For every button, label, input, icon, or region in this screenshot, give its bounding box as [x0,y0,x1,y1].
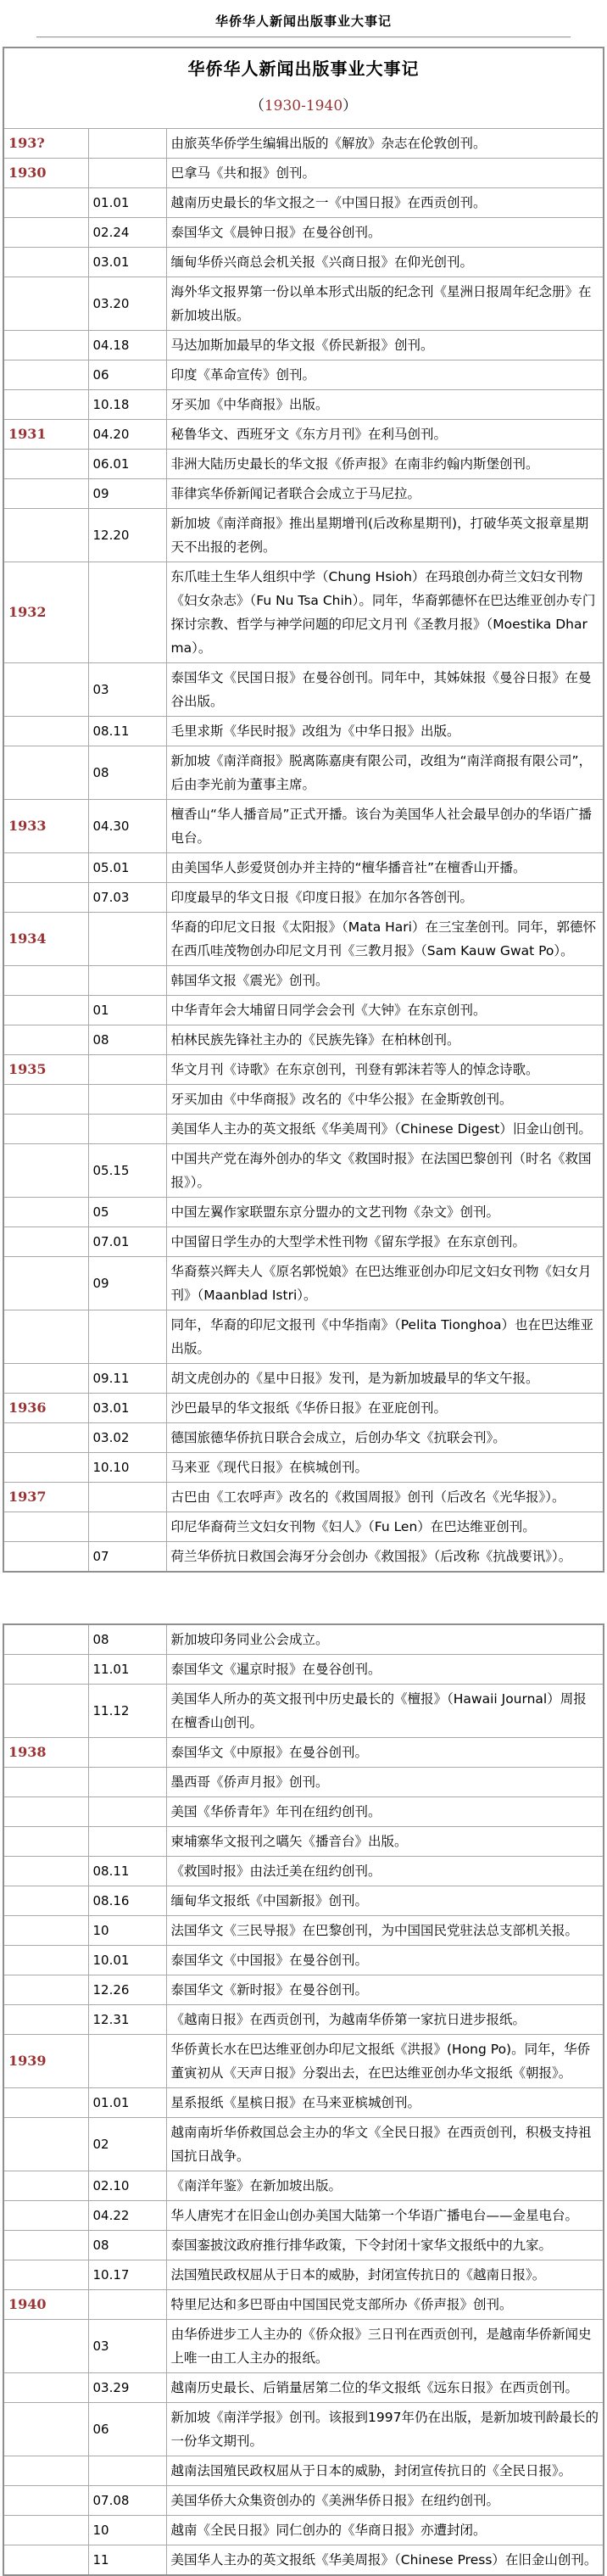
table-row [3,450,604,479]
year-cell: 1932 [3,562,88,663]
table-row [3,1257,604,1310]
date-cell: 07.03 [88,883,166,913]
year-cell [3,853,88,883]
date-cell: 03.02 [88,1423,166,1453]
date-cell [88,2035,166,2088]
table-row [3,2171,604,2201]
subtitle-paren-open: （ [249,98,265,115]
year-cell [3,2373,88,2403]
page-title: 华侨华人新闻出版事业大事记 [214,14,392,29]
year-cell [3,1542,88,1573]
date-cell: 03 [88,2320,166,2373]
event-text-cell: 印度《革命宣传》创刊。 [166,360,604,390]
year-cell [3,1512,88,1542]
date-cell [88,1483,166,1512]
year-cell [3,1946,88,1975]
event-text-cell: 越南法国殖民政权屈从于日本的威胁，封闭宣传抗日的《全民日报》。 [166,2456,604,2486]
date-cell: 12.26 [88,1975,166,2005]
events-table-1938-1940 [3,1623,604,2576]
table-row [3,1085,604,1115]
table-row [3,1512,604,1542]
table-row [3,390,604,420]
date-cell: 04.20 [88,420,166,450]
year-cell [3,2118,88,2171]
table-row [3,1115,604,1144]
event-text-cell: 泰国华文《晨钟日报》在曼谷创刊。 [166,218,604,248]
event-text-cell: 新加坡《南洋商报》推出星期增刊(后改称星期刊)，打破华英文报章星期天不出报的老例。 [166,509,604,562]
event-text-cell: 柬埔寨华文报刊之嚆矢《播音台》出版。 [166,1827,604,1857]
table-row [3,717,604,746]
table-row [3,2005,604,2035]
date-cell: 10 [88,1916,166,1946]
table-row [3,1483,604,1512]
date-cell: 03 [88,663,166,717]
date-cell: 08.11 [88,1857,166,1886]
table-row [3,1394,604,1423]
date-cell: 07.08 [88,2486,166,2516]
table-row [3,159,604,188]
event-text-cell: 柏林民族先锋社主办的《民族先锋》在柏林创刊。 [166,1025,604,1055]
year-cell [3,248,88,277]
table-row [3,2201,604,2231]
year-cell [3,1453,88,1483]
event-text-cell: 东爪哇土生华人组织中学（Chung Hsioh）在玛琅创办荷兰文妇女刊物《妇女杂志》（Fu Nu Tsa Chih）。同年，华裔郭德怀在巴达维亚创办专门探讨宗教、哲学与神学问题的印尼文月刊《圣教月报》（Moestika Dharma）。 [166,562,604,663]
table-subtitle [8,94,599,118]
event-text-cell: 星系报纸《星槟日报》在马来亚槟城创刊。 [166,2088,604,2118]
event-text-cell: 新加坡《南洋学报》创刊。该报到1997年仍在出版，是新加坡刊龄最长的一份华文期刊。 [166,2403,604,2456]
event-text-cell: 越南历史最长的华文报之一《中国日报》在西贡创刊。 [166,188,604,218]
date-cell: 11.12 [88,1685,166,1738]
event-text-cell: 泰国銮披汶政府推行排华政策，下令封闭十家华文报纸中的九家。 [166,2231,604,2260]
event-text-cell: 檀香山“华人播音局”正式开播。该台为美国华人社会最早创办的华语广播电台。 [166,800,604,853]
date-cell: 11 [88,2545,166,2576]
table-header-cell [3,47,604,129]
table-row [3,562,604,663]
year-cell [3,1624,88,1655]
year-cell [3,2403,88,2456]
event-text-cell: 华人唐宪才在旧金山创办美国大陆第一个华语广播电台——金星电台。 [166,2201,604,2231]
year-cell [3,2545,88,2576]
date-cell [88,2290,166,2320]
date-cell [88,1512,166,1542]
year-cell [3,1916,88,1946]
year-cell [3,1975,88,2005]
date-cell: 05.15 [88,1144,166,1198]
events-table-1930s [3,47,604,1573]
date-cell: 09 [88,1257,166,1310]
table-row [3,1624,604,1655]
year-cell [3,277,88,331]
event-text-cell: 中国左翼作家联盟东京分盟办的文艺刊物《杂文》创刊。 [166,1198,604,1227]
table-row [3,188,604,218]
date-cell: 01.01 [88,2088,166,2118]
event-text-cell: 华侨黄长水在巴达维亚创办印尼文报纸《洪报》(Hong Po)。同年，华侨董寅初从《天声日报》分裂出去，在巴达维亚创办华文报纸《朝报》。 [166,2035,604,2088]
date-cell: 07.01 [88,1227,166,1257]
event-text-cell: 美国华人主办的英文报纸《华美周报》（Chinese Press）在旧金山创刊。 [166,2545,604,2576]
event-text-cell: 《南洋年鉴》在新加坡出版。 [166,2171,604,2201]
divider-rule [36,36,571,38]
event-text-cell: 由美国华人彭爱贤创办并主持的“檀华播音社”在檀香山开播。 [166,853,604,883]
event-text-cell: 华裔的印尼文日报《太阳报》（Mata Hari）在三宝垄创刊。同年，郭德怀在西爪哇茂物创办印尼文月刊《三教月报》（Sam Kauw Gwat Po）。 [166,913,604,966]
table-row [3,1975,604,2005]
table-row [3,1827,604,1857]
year-cell: 1931 [3,420,88,450]
year-cell: 1935 [3,1055,88,1085]
date-cell: 08.11 [88,717,166,746]
table-row [3,1797,604,1827]
event-text-cell: 海外华文报界第一份以单本形式出版的纪念刊《星洲日报周年纪念册》在新加坡出版。 [166,277,604,331]
table-row [3,1453,604,1483]
date-cell [88,129,166,159]
table-row [3,996,604,1025]
event-text-cell: 《救国时报》由法迁美在纽约创刊。 [166,1857,604,1886]
table-row [3,1198,604,1227]
events-table-body [3,1624,604,2575]
year-cell [3,883,88,913]
date-cell [88,1827,166,1857]
event-text-cell: 越南南圻华侨救国总会主办的华文《全民日报》在西贡创刊，积极支持祖国抗日战争。 [166,2118,604,2171]
date-cell [88,1797,166,1827]
events-table-body [3,129,604,1573]
year-cell [3,2088,88,2118]
table-row [3,2260,604,2290]
year-cell [3,1886,88,1916]
date-cell: 10.18 [88,390,166,420]
date-cell: 02.10 [88,2171,166,2201]
date-cell: 08 [88,1624,166,1655]
year-cell [3,2231,88,2260]
event-text-cell: 美国《华侨青年》年刊在纽约创刊。 [166,1797,604,1827]
date-cell [88,1768,166,1797]
year-cell [3,509,88,562]
year-cell [3,2486,88,2516]
table-row [3,1886,604,1916]
year-cell: 1936 [3,1394,88,1423]
table-title: 华侨华人新闻出版事业大事记 [187,59,420,79]
year-cell [3,390,88,420]
table-row [3,1768,604,1797]
year-cell [3,1115,88,1144]
event-text-cell: 中国留日学生办的大型学术性刊物《留东学报》在东京创刊。 [166,1227,604,1257]
date-cell: 05.01 [88,853,166,883]
table-row [3,2320,604,2373]
event-text-cell: 华文月刊《诗歌》在东京创刊，刊登有郭沫若等人的悼念诗歌。 [166,1055,604,1085]
table-row [3,663,604,717]
table-row [3,2088,604,2118]
year-cell [3,1768,88,1797]
year-cell [3,1685,88,1738]
event-text-cell: 印度最早的华文日报《印度日报》在加尔各答创刊。 [166,883,604,913]
event-text-cell: 秘鲁华文、西班牙文《东方月刊》在利马创刊。 [166,420,604,450]
table-row [3,2373,604,2403]
date-cell: 05 [88,1198,166,1227]
event-text-cell: 特里尼达和多巴哥由中国国民党支部所办《侨声报》创刊。 [166,2290,604,2320]
table-row [3,331,604,360]
event-text-cell: 法国殖民政权屈从于日本的威胁，封闭宣传抗日的《越南日报》。 [166,2260,604,2290]
date-cell: 06.01 [88,450,166,479]
date-cell: 03.01 [88,248,166,277]
date-cell [88,1738,166,1768]
date-cell: 01 [88,996,166,1025]
year-cell [3,717,88,746]
date-cell: 10.10 [88,1453,166,1483]
table-row [3,2456,604,2486]
event-text-cell: 印尼华裔荷兰文妇女刊物《妇人》（Fu Len）在巴达维亚创刊。 [166,1512,604,1542]
year-cell: 1939 [3,2035,88,2088]
date-cell: 10.01 [88,1946,166,1975]
event-text-cell: 缅甸华文报纸《中国新报》创刊。 [166,1886,604,1916]
event-text-cell: 新加坡印务同业公会成立。 [166,1624,604,1655]
table-row [3,1655,604,1685]
year-cell [3,331,88,360]
year-cell [3,188,88,218]
year-cell [3,1797,88,1827]
year-cell [3,2260,88,2290]
date-cell: 02 [88,2118,166,2171]
table-row [3,360,604,390]
date-cell [88,966,166,996]
table-row [3,2035,604,2088]
event-text-cell: 德国旅德华侨抗日联合会成立，后创办华文《抗联会刊》。 [166,1423,604,1453]
year-cell: 193? [3,129,88,159]
table-row [3,1227,604,1257]
table-row [3,509,604,562]
date-cell [88,1055,166,1085]
date-cell: 02.24 [88,218,166,248]
event-text-cell: 毛里求斯《华民时报》改组为《中华日报》出版。 [166,717,604,746]
date-cell [88,1115,166,1144]
year-cell [3,1025,88,1055]
year-cell [3,2005,88,2035]
event-text-cell: 韩国华文报《震光》创刊。 [166,966,604,996]
year-cell [3,746,88,800]
event-text-cell: 《越南日报》在西贡创刊，为越南华侨第一家抗日进步报纸。 [166,2005,604,2035]
table-row [3,2516,604,2545]
table-row [3,913,604,966]
table-row [3,1542,604,1573]
table-row [3,1423,604,1453]
year-cell [3,1655,88,1685]
year-cell [3,2516,88,2545]
date-cell: 04.22 [88,2201,166,2231]
event-text-cell: 新加坡《南洋商报》脱离陈嘉庚有限公司，改组为“南洋商报有限公司”，后由李光前为董事主席。 [166,746,604,800]
year-cell: 1940 [3,2290,88,2320]
event-text-cell: 巴拿马《共和报》创刊。 [166,159,604,188]
year-cell [3,2456,88,2486]
table-row [3,129,604,159]
table-row [3,2231,604,2260]
event-text-cell: 越南《全民日报》同仁创办的《华商日报》亦遭封闭。 [166,2516,604,2545]
event-text-cell: 马来亚《现代日报》在槟城创刊。 [166,1453,604,1483]
date-cell: 08 [88,746,166,800]
year-cell: 1938 [3,1738,88,1768]
table-row [3,1310,604,1364]
year-cell: 1930 [3,159,88,188]
event-text-cell: 越南历史最长、后销量居第二位的华文报纸《远东日报》在西贡创刊。 [166,2373,604,2403]
event-text-cell: 美国华人主办的英文报纸《华美周刊》（Chinese Digest）旧金山创刊。 [166,1115,604,1144]
table-row [3,248,604,277]
event-text-cell: 由华侨进步工人主办的《侨众报》三日刊在西贡创刊，是越南华侨新闻史上唯一由工人主办的报纸。 [166,2320,604,2373]
table-row [3,2545,604,2576]
event-text-cell: 沙巴最早的华文报纸《华侨日报》在亚庇创刊。 [166,1394,604,1423]
table-row [3,1685,604,1738]
date-cell: 08 [88,1025,166,1055]
year-cell: 1937 [3,1483,88,1512]
year-cell [3,218,88,248]
year-cell [3,1198,88,1227]
table-row [3,1857,604,1886]
table-row [3,2290,604,2320]
table-row [3,1364,604,1394]
table-row [3,966,604,996]
date-cell: 08.16 [88,1886,166,1916]
table-row [3,277,604,331]
event-text-cell: 中国共产党在海外创办的华文《救国时报》在法国巴黎创刊（时名《救国报》）。 [166,1144,604,1198]
year-cell [3,2201,88,2231]
year-cell: 1934 [3,913,88,966]
date-cell: 06 [88,360,166,390]
year-cell [3,1857,88,1886]
event-text-cell: 牙买加《中华商报》出版。 [166,390,604,420]
event-text-cell: 泰国华文《新时报》在曼谷创刊。 [166,1975,604,2005]
year-cell [3,2171,88,2201]
date-cell: 01.01 [88,188,166,218]
date-cell [88,1310,166,1364]
event-text-cell: 法国华文《三民导报》在巴黎创刊，为中国国民党驻法总支部机关报。 [166,1916,604,1946]
date-cell [88,913,166,966]
date-cell [88,1085,166,1115]
year-cell [3,1085,88,1115]
event-text-cell: 牙买加由《中华商报》改名的《中华公报》在金斯敦创刊。 [166,1085,604,1115]
date-cell: 10.17 [88,2260,166,2290]
year-cell [3,1227,88,1257]
date-cell: 12.20 [88,509,166,562]
year-cell [3,966,88,996]
event-text-cell: 中华青年会大埔留日同学会会刊《大钟》在东京创刊。 [166,996,604,1025]
event-text-cell: 泰国华文《中原报》在曼谷创刊。 [166,1738,604,1768]
event-text-cell: 菲律宾华侨新闻记者联合会成立于马尼拉。 [166,479,604,509]
event-text-cell: 胡文虎创办的《星中日报》发刊，是为新加坡最早的华文午报。 [166,1364,604,1394]
date-cell [88,159,166,188]
date-cell [88,2456,166,2486]
year-cell [3,996,88,1025]
table-row [3,2403,604,2456]
date-cell: 03.29 [88,2373,166,2403]
year-cell [3,1144,88,1198]
table-header-row [3,47,604,129]
year-cell [3,1257,88,1310]
year-cell [3,663,88,717]
table-row [3,1916,604,1946]
date-cell: 03.20 [88,277,166,331]
table-row [3,800,604,853]
event-text-cell: 墨西哥《侨声月报》创刊。 [166,1768,604,1797]
date-cell: 08 [88,2231,166,2260]
table-row [3,883,604,913]
event-text-cell: 泰国华文《民国日报》在曼谷创刊。同年中，其姊妹报《曼谷日报》在曼谷出版。 [166,663,604,717]
event-text-cell: 美国华人所办的英文报刊中历史最长的《檀报》（Hawaii Journal）周报在檀香山创刊。 [166,1685,604,1738]
date-cell: 09 [88,479,166,509]
event-text-cell: 美国华侨大众集资创办的《美洲华侨日报》在纽约创刊。 [166,2486,604,2516]
year-cell [3,1310,88,1364]
date-cell: 12.31 [88,2005,166,2035]
event-text-cell: 缅甸华侨兴商总会机关报《兴商日报》在仰光创刊。 [166,248,604,277]
date-cell: 09.11 [88,1364,166,1394]
date-cell: 03.01 [88,1394,166,1423]
table-row [3,746,604,800]
subtitle-years: 1930-1940 [264,98,343,115]
year-cell [3,1827,88,1857]
event-text-cell: 泰国华文《中国报》在曼谷创刊。 [166,1946,604,1975]
event-text-cell: 华裔蔡兴辉夫人《原名郭悦娘》在巴达维亚创办印尼文妇女刊物《妇女月刊》（Maanblad Istri）。 [166,1257,604,1310]
date-cell: 04.18 [88,331,166,360]
table-row [3,1144,604,1198]
table-row [3,853,604,883]
event-text-cell: 同年，华裔的印尼文报刊《中华指南》（Pelita Tionghoa）也在巴达维亚出版。 [166,1310,604,1364]
table-row [3,1055,604,1085]
date-cell: 10 [88,2516,166,2545]
year-cell: 1933 [3,800,88,853]
table-row [3,1738,604,1768]
event-text-cell: 荷兰华侨抗日救国会海牙分会创办《救国报》（后改称《抗战要讯》）。 [166,1542,604,1573]
table-row [3,2486,604,2516]
year-cell [3,360,88,390]
subtitle-paren-close: ） [342,98,358,115]
table-row [3,1025,604,1055]
event-text-cell: 泰国华文《暹京时报》在曼谷创刊。 [166,1655,604,1685]
year-cell [3,1364,88,1394]
date-cell: 06 [88,2403,166,2456]
date-cell: 07 [88,1542,166,1573]
table-row [3,218,604,248]
date-cell: 04.30 [88,800,166,853]
event-text-cell: 马达加斯加最早的华文报《侨民新报》创刊。 [166,331,604,360]
date-cell [88,562,166,663]
date-cell: 11.01 [88,1655,166,1685]
table-row [3,2118,604,2171]
event-text-cell: 由旅英华侨学生编辑出版的《解放》杂志在伦敦创刊。 [166,129,604,159]
year-cell [3,2320,88,2373]
table-row [3,479,604,509]
year-cell [3,1423,88,1453]
table-row [3,1946,604,1975]
table-gap [0,1573,607,1623]
event-text-cell: 古巴由《工农呼声》改名的《救国周报》创刊（后改名《光华报》）。 [166,1483,604,1512]
table-row [3,420,604,450]
year-cell [3,450,88,479]
event-text-cell: 非洲大陆历史最长的华文报《侨声报》在南非约翰内斯堡创刊。 [166,450,604,479]
year-cell [3,479,88,509]
